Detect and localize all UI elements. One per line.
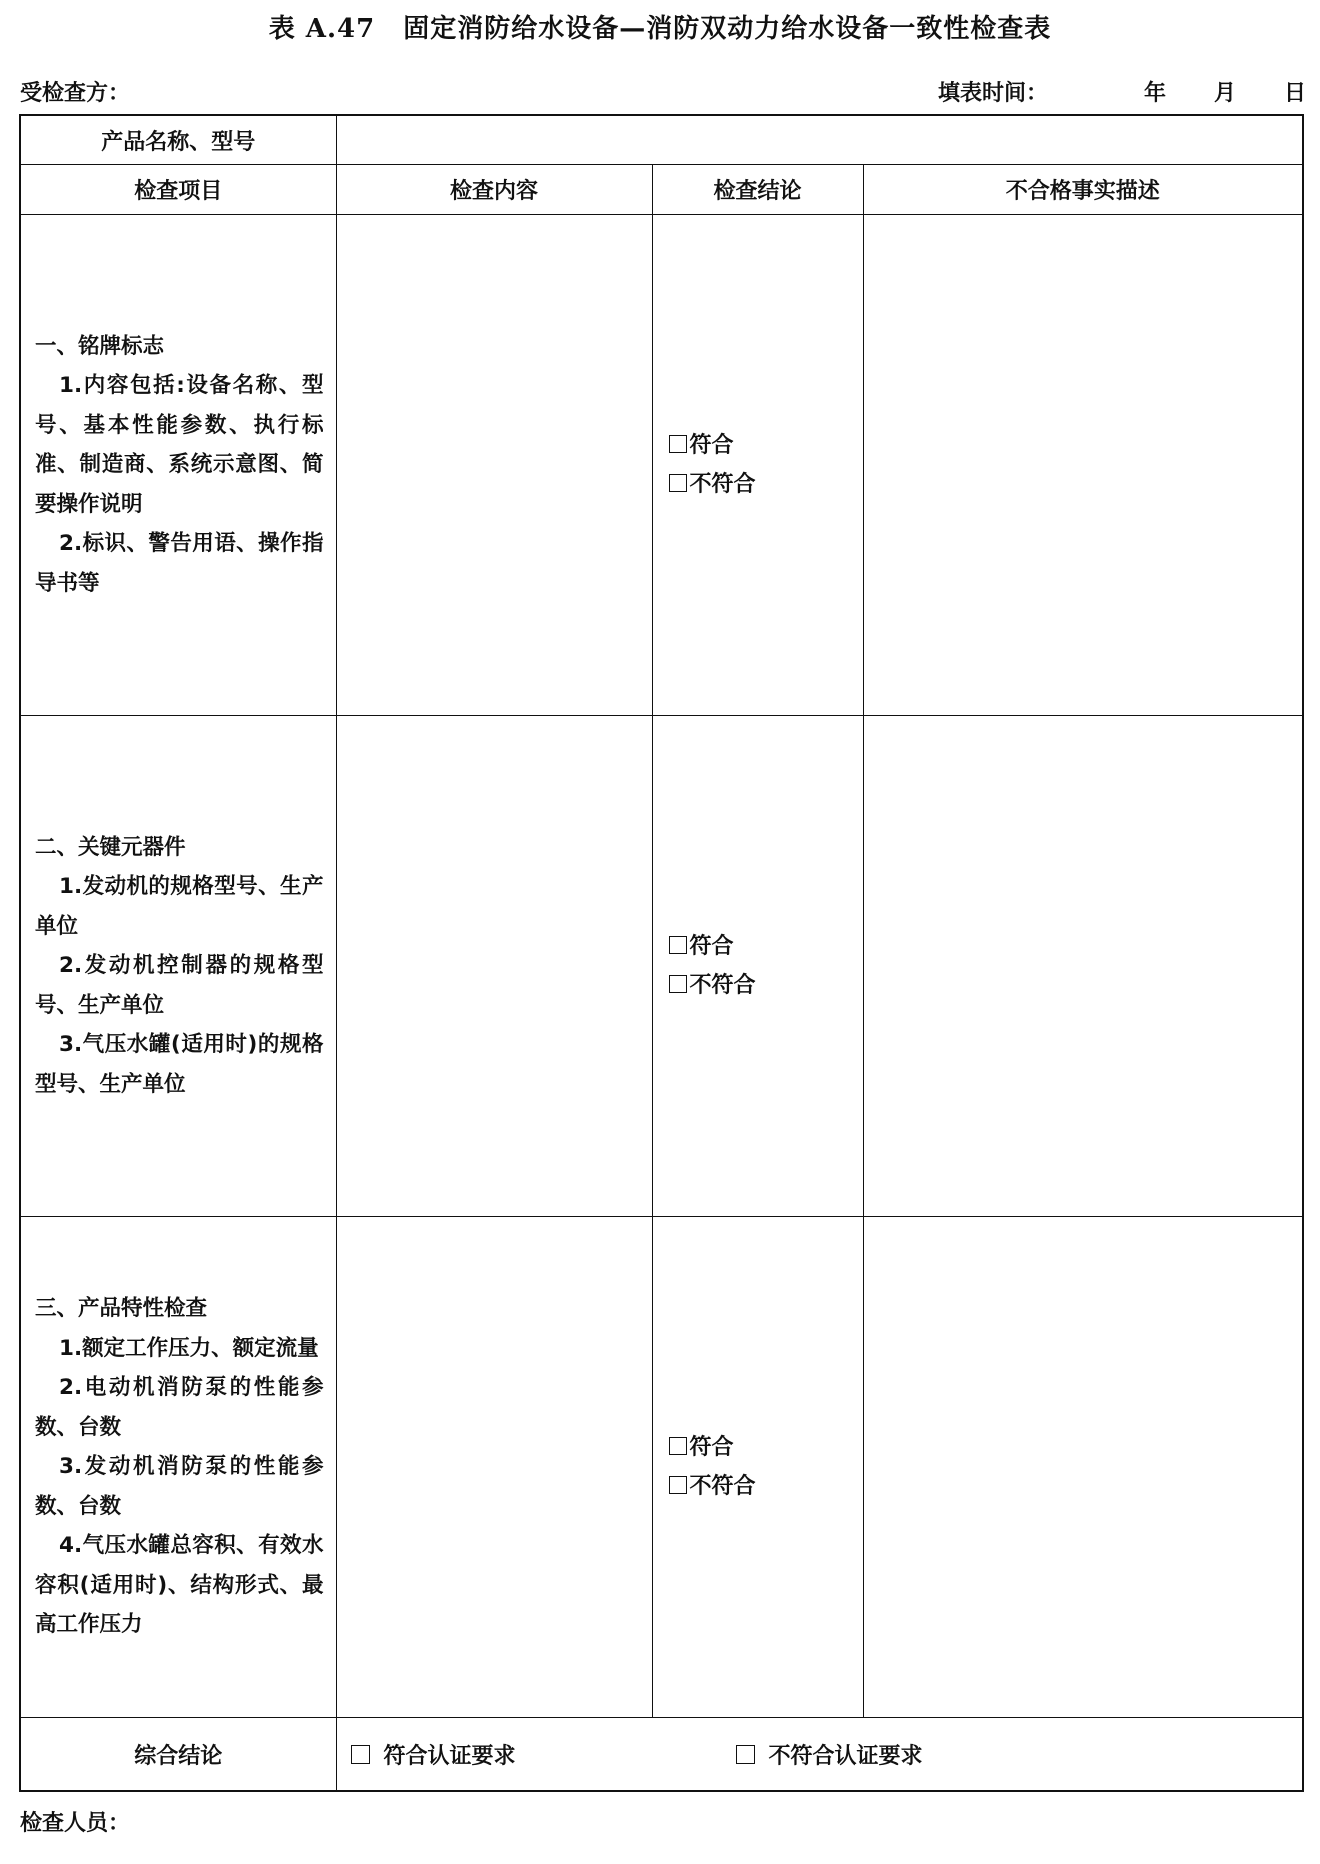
conclusion-cell (652, 716, 863, 1217)
final-conclusion-options (336, 1718, 1303, 1792)
inspection-content-cell[interactable] (336, 215, 652, 716)
checkbox-icon[interactable] (669, 474, 687, 492)
col-header-nonconformity: 不合格事实描述 (863, 165, 1303, 215)
inspection-content-cell[interactable] (336, 1217, 652, 1718)
checkbox-icon[interactable] (669, 1437, 687, 1455)
item-sub: 1.发动机的规格型号、生产单位 (35, 874, 324, 939)
option-nonconform[interactable]: 不符合 (669, 1467, 863, 1506)
table-row (20, 215, 1303, 716)
table-row (20, 716, 1303, 1217)
conclusion-cell (652, 1217, 863, 1718)
col-header-conclusion: 检查结论 (652, 165, 863, 215)
product-label: 产品名称、型号 (20, 115, 336, 165)
col-header-content: 检查内容 (336, 165, 652, 215)
year-label: 年 (1143, 81, 1166, 106)
nonconformity-description-cell[interactable] (863, 215, 1303, 716)
day-label: 日 (1283, 81, 1306, 106)
inspection-item (20, 1217, 336, 1718)
page-title (0, 8, 1320, 45)
inspector-label: 检查人员： (20, 1811, 131, 1836)
inspection-item (20, 215, 336, 716)
nonconformity-description-cell[interactable] (863, 1217, 1303, 1718)
checkbox-icon[interactable] (669, 975, 687, 993)
option-conform[interactable]: 符合 (669, 1428, 863, 1467)
item-heading: 一、铭牌标志 (35, 333, 165, 359)
final-conclusion-label: 综合结论 (20, 1718, 336, 1792)
col-header-item: 检查项目 (20, 165, 336, 215)
inspection-item (20, 716, 336, 1217)
table-code: 表 A.47 (268, 14, 376, 44)
item-sub: 3.发动机消防泵的性能参数、台数 (35, 1454, 324, 1519)
nonconformity-description-cell[interactable] (863, 716, 1303, 1217)
option-conform[interactable]: 符合 (669, 927, 863, 966)
item-sub: 3.气压水罐(适用时)的规格型号、生产单位 (35, 1032, 324, 1097)
table-row (20, 1217, 1303, 1718)
fill-time-label: 填表时间： (937, 81, 1048, 106)
option-nonconform[interactable]: 不符合 (669, 465, 863, 504)
conclusion-cell (652, 215, 863, 716)
fill-time (938, 76, 1306, 107)
item-sub: 2.发动机控制器的规格型号、生产单位 (35, 953, 324, 1018)
column-header-row (20, 165, 1303, 215)
month-label: 月 (1213, 81, 1236, 106)
option-fails-requirements[interactable]: 不符合认证要求 (736, 1739, 923, 1770)
item-heading: 三、产品特性检查 (35, 1296, 208, 1322)
item-sub: 2.电动机消防泵的性能参数、台数 (35, 1375, 324, 1440)
item-sub: 4.气压水罐总容积、有效水容积(适用时)、结构形式、最高工作压力 (35, 1533, 324, 1638)
inspection-content-cell[interactable] (336, 716, 652, 1217)
inspected-party-label: 受检查方： (20, 81, 131, 106)
checkbox-icon[interactable] (736, 1745, 755, 1764)
checkbox-icon[interactable] (669, 936, 687, 954)
item-sub: 1.内容包括:设备名称、型号、基本性能参数、执行标准、制造商、系统示意图、简要操作说明 (35, 373, 324, 517)
checkbox-icon[interactable] (669, 435, 687, 453)
item-sub: 1.额定工作压力、额定流量 (59, 1335, 319, 1361)
final-conclusion-row (20, 1718, 1303, 1792)
product-row (20, 115, 1303, 165)
item-sub: 2.标识、警告用语、操作指导书等 (35, 531, 324, 596)
inspection-table (19, 114, 1304, 1792)
option-nonconform[interactable]: 不符合 (669, 966, 863, 1005)
item-heading: 二、关键元器件 (35, 834, 186, 860)
checkbox-icon[interactable] (351, 1745, 370, 1764)
option-meets-requirements[interactable]: 符合认证要求 (351, 1739, 516, 1770)
option-conform[interactable]: 符合 (669, 426, 863, 465)
product-value-field[interactable] (336, 115, 1303, 165)
checkbox-icon[interactable] (669, 1476, 687, 1494)
table-title: 固定消防给水设备—消防双动力给水设备一致性检查表 (403, 14, 1052, 44)
